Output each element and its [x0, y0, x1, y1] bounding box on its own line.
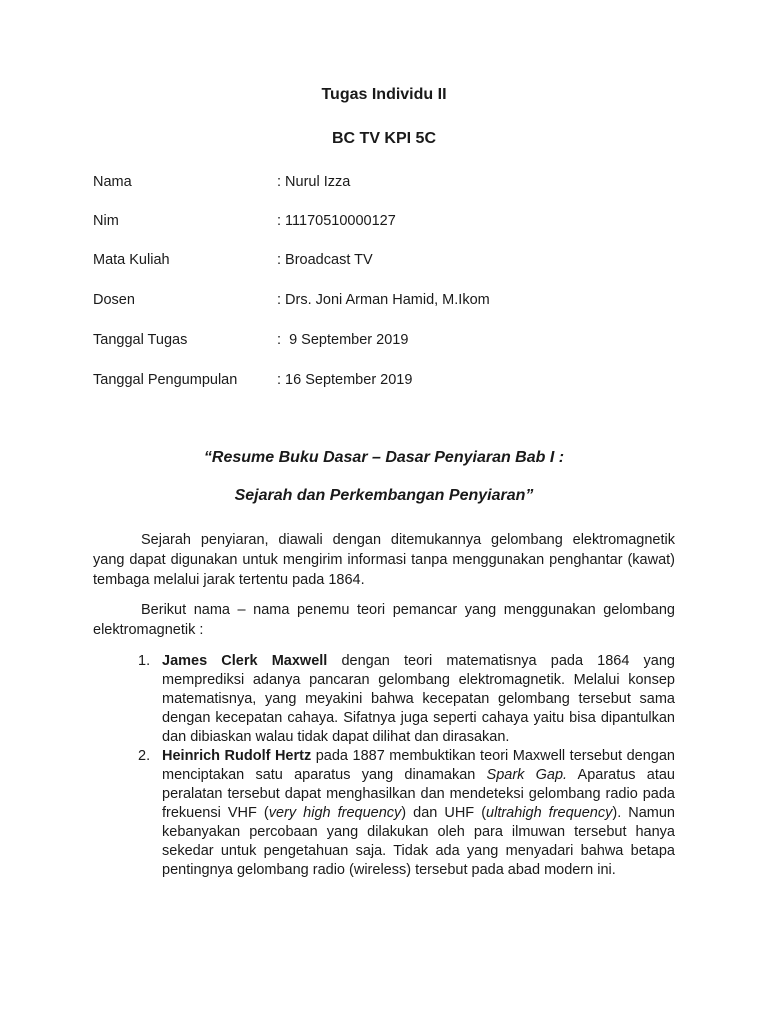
list-number: 1.	[138, 653, 151, 669]
document-title: Tugas Individu II	[321, 86, 447, 103]
item-description: Aparatus atau peralatan tersebut dapat menghasilkan dan mendeteksi gelombang radio pada frekuensi VHF (	[162, 767, 675, 821]
list-text	[162, 652, 675, 747]
info-row-tanggal-pengumpulan	[93, 372, 693, 392]
item-description: pada 1887 membuktikan teori Maxwell tersebut dengan menciptakan satu aparatus yang dinamakan	[162, 748, 675, 783]
inventor-list	[93, 652, 675, 880]
info-value: : 11170510000127	[277, 213, 396, 229]
item-description: dengan teori matematisnya pada 1864 yang memprediksi adanya pancaran gelombang elektromagnetik. Melalui konsep matematisnya, yang meyakini bahwa kecepatan gelombang tersebut sama dengan kecepatan cahaya. Sifatnya juga seperti cahaya yaitu bisa dipantulkan dan dibiaskan walau tidak dapat dilihat dan dirasakan.	[162, 653, 675, 745]
info-label: Dosen	[93, 292, 135, 308]
info-value: : 9 September 2019	[277, 332, 409, 348]
document-subtitle: BC TV KPI 5C	[331, 130, 436, 147]
info-label: Nim	[93, 213, 119, 229]
list-number: 2.	[138, 748, 151, 764]
item-description: ) dan UHF (	[401, 805, 487, 821]
item-description: ). Namun kebanyakan percobaan yang dilakukan oleh para ilmuwan tersebut hanya sekedar untuk pengetahuan saja. Tidak ada yang menyadari bahwa betapa pentingnya gelombang radio (wireless) tersebut pada abad modern ini.	[162, 805, 675, 878]
info-row-mata-kuliah	[93, 252, 693, 272]
info-row-dosen	[93, 292, 693, 312]
info-label: Tanggal Pengumpulan	[93, 372, 238, 388]
info-row-nama	[93, 174, 693, 194]
info-value: : Drs. Joni Arman Hamid, M.Ikom	[277, 292, 490, 308]
resume-heading-line2: Sejarah dan Perkembangan Penyiaran”	[234, 487, 534, 504]
info-row-tanggal-tugas	[93, 332, 693, 352]
resume-heading-line1: “Resume Buku Dasar – Dasar Penyiaran Bab I :	[203, 449, 565, 466]
info-label: Nama	[93, 174, 132, 190]
inventor-name: Heinrich Rudolf Hertz	[162, 748, 312, 764]
info-label: Mata Kuliah	[93, 252, 170, 268]
info-value: : Broadcast TV	[277, 252, 373, 268]
paragraph-intro: Sejarah penyiaran, diawali dengan ditemukannya gelombang elektromagnetik yang dapat digunakan untuk mengirim informasi tanpa menggunakan penghantar (kawat) tembaga melalui jarak tertentu pada 1864.	[93, 532, 675, 588]
info-row-nim	[93, 213, 693, 233]
italic-term: Spark Gap.	[486, 767, 568, 783]
paragraph-list-intro: Berikut nama – nama penemu teori pemancar yang menggunakan gelombang elektromagnetik :	[93, 602, 675, 638]
list-text	[162, 747, 675, 880]
list-item-hertz	[93, 747, 675, 880]
info-label: Tanggal Tugas	[93, 332, 188, 348]
list-item-maxwell	[93, 652, 675, 747]
italic-term: very high frequency	[268, 805, 402, 821]
info-value: : Nurul Izza	[277, 174, 351, 190]
inventor-name: James Clerk Maxwell	[162, 653, 328, 669]
info-value: : 16 September 2019	[277, 372, 413, 388]
italic-term: ultrahigh frequency	[486, 805, 613, 821]
